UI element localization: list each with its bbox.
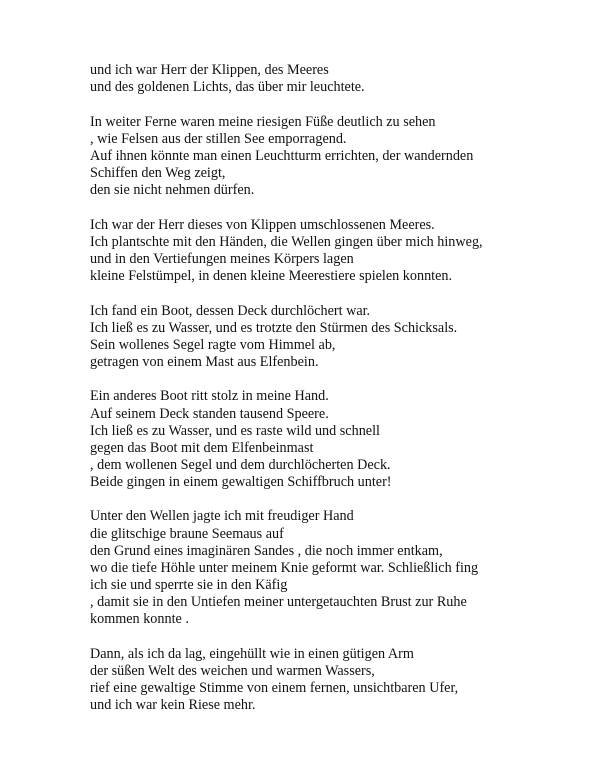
poem-page [90,62,580,732]
poem-line: ich sie und sperrte sie in den Käfig [90,576,288,593]
stanza-2 [90,114,580,199]
stanza-1 [90,62,580,96]
poem-line: den Grund eines imaginären Sandes , die noch immer entkam, [90,542,443,559]
poem-line: gegen das Boot mit dem Elfenbeinmast [90,439,314,456]
poem-line: getragen von einem Mast aus Elfenbein. [90,353,319,370]
poem-line: Ich plantschte mit den Händen, die Wellen gingen über mich hinweg, [90,233,483,250]
poem-line: und in den Vertiefungen meines Körpers lagen [90,250,354,267]
poem-line: Dann, als ich da lag, eingehüllt wie in einen gütigen Arm [90,645,414,662]
poem-line: Unter den Wellen jagte ich mit freudiger Hand [90,508,354,525]
stanza-5 [90,388,580,491]
poem-line: Beide gingen in einem gewaltigen Schiffbruch unter! [90,473,392,490]
poem-line: der süßen Welt des weichen und warmen Wassers, [90,662,375,679]
poem-line: Sein wollenes Segel ragte vom Himmel ab, [90,336,336,353]
stanza-3 [90,217,580,285]
poem-line: wo die tiefe Höhle unter meinem Knie geformt war. Schließlich fing [90,559,479,576]
poem-line: kleine Felstümpel, in denen kleine Meerestiere spielen konnten. [90,267,453,284]
poem-line: Schiffen den Weg zeigt, [90,164,226,181]
poem-line: , dem wollenen Segel und dem durchlöcherten Deck. [90,456,391,473]
poem-line: Ich war der Herr dieses von Klippen umschlossenen Meeres. [90,216,435,233]
poem-line: , wie Felsen aus der stillen See emporragend. [90,130,347,147]
poem-line: und des goldenen Lichts, das über mir leuchtete. [90,79,365,96]
poem-line: Auf seinem Deck standen tausend Speere. [90,405,329,422]
poem-line: rief eine gewaltige Stimme von einem fernen, unsichtbaren Ufer, [90,679,459,696]
poem-line: kommen konnte . [90,611,189,628]
poem-line: die glitschige braune Seemaus auf [90,525,284,542]
poem-line: , damit sie in den Untiefen meiner untergetauchten Brust zur Ruhe [90,593,467,610]
stanza-7 [90,646,580,714]
poem-line: Ich ließ es zu Wasser, und es raste wild und schnell [90,422,380,439]
poem-line: Auf ihnen könnte man einen Leuchtturm errichten, der wandernden [90,147,474,164]
poem-line: den sie nicht nehmen dürfen. [90,182,255,199]
poem-line: Ein anderes Boot ritt stolz in meine Hand. [90,388,329,405]
poem-line: und ich war Herr der Klippen, des Meeres [90,62,329,78]
stanza-6 [90,508,580,628]
poem-line: Ich fand ein Boot, dessen Deck durchlöchert war. [90,302,371,319]
stanza-4 [90,303,580,371]
poem-line: Ich ließ es zu Wasser, und es trotzte den Stürmen des Schicksals. [90,319,458,336]
poem-line: und ich war kein Riese mehr. [90,696,256,713]
poem-line: In weiter Ferne waren meine riesigen Füße deutlich zu sehen [90,113,436,130]
